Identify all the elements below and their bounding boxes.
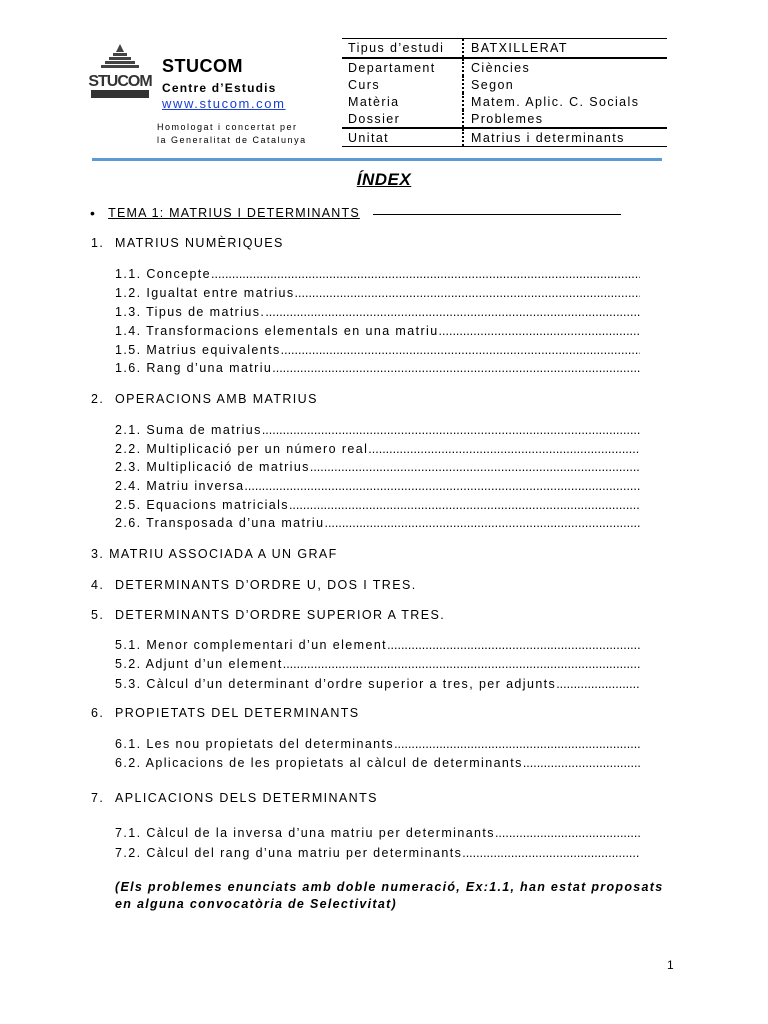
centre-label: Centre d’Estudis — [162, 81, 277, 95]
info-key: Tipus d’estudi — [342, 39, 464, 57]
toc-entry-label: 1.2. Igualtat entre matrius — [115, 286, 295, 300]
section-label: OPERACIONS AMB MATRIUS — [115, 392, 318, 406]
section-number: 7. — [91, 791, 105, 805]
section-label: MATRIU ASSOCIADA A UN GRAF — [109, 547, 338, 561]
section-label: APLICACIONS DELS DETERMINANTS — [115, 791, 378, 805]
section-3-heading — [91, 547, 338, 561]
toc-entry-label: 5.1. Menor complementari d’un element — [115, 638, 388, 652]
info-row-materia — [342, 93, 667, 110]
brand-name: STUCOM — [162, 56, 243, 76]
page-title: ÍNDEX — [356, 170, 412, 189]
toc-entry[interactable] — [115, 460, 640, 474]
toc-entry-label: 2.2. Multiplicació per un número real — [115, 442, 369, 456]
tema-rule — [373, 214, 621, 215]
homologation-line-2: la Generalitat de Catalunya — [157, 135, 307, 145]
dot-leader — [283, 657, 640, 671]
toc-entry-label: 7.1. Càlcul de la inversa d’una matriu per determinants — [115, 826, 495, 840]
section-7-heading — [91, 791, 378, 805]
info-key: Curs — [342, 76, 464, 93]
note-line-1: (Els problemes enunciats amb doble numeració, Ex:1.1, han estat proposats — [115, 880, 664, 894]
section-2-heading — [91, 392, 318, 406]
toc-entry[interactable] — [115, 826, 640, 840]
toc-entry[interactable] — [115, 267, 640, 281]
toc-entry[interactable] — [115, 479, 640, 493]
header-divider — [92, 158, 662, 161]
section-5-heading — [91, 608, 445, 622]
section-number: 6. — [91, 706, 105, 720]
dot-leader — [244, 479, 640, 493]
dot-leader — [495, 826, 640, 840]
info-row-curs — [342, 76, 667, 93]
toc-entry-label: 1.6. Rang d’una matriu — [115, 361, 273, 375]
note-line-2: en alguna convocatòria de Selectivitat) — [115, 897, 398, 911]
dot-leader — [272, 361, 640, 375]
dot-leader — [439, 324, 640, 338]
info-value: Ciències — [471, 60, 531, 75]
section-number: 2. — [91, 392, 105, 406]
toc-entry-label: 1.1. Concepte — [115, 267, 212, 281]
section-number: 1. — [91, 236, 105, 250]
info-value: Matem. Aplic. C. Socials — [471, 94, 640, 109]
section-number: 4. — [91, 578, 105, 592]
section-label: DETERMINANTS D’ORDRE U, DOS I TRES. — [115, 578, 417, 592]
section-6-heading — [91, 706, 360, 720]
dot-leader — [281, 343, 640, 357]
toc-entry-label: 2.1. Suma de matrius — [115, 423, 262, 437]
dot-leader — [387, 638, 640, 652]
info-row-unitat — [342, 127, 667, 147]
toc-entry[interactable] — [115, 305, 640, 319]
dot-leader — [324, 516, 640, 530]
info-value: Matrius i determinants — [471, 130, 625, 145]
toc-entry-label: 5.3. Càlcul d’un determinant d’ordre superior a tres, per adjunts — [115, 677, 557, 691]
section-1-heading — [91, 236, 284, 250]
section-label: PROPIETATS DEL DETERMINANTS — [115, 706, 360, 720]
toc-entry[interactable] — [115, 677, 640, 691]
toc-entry[interactable] — [115, 343, 640, 357]
toc-entry[interactable] — [115, 737, 640, 751]
tema-heading — [90, 205, 621, 221]
info-key: Matèria — [342, 93, 464, 110]
svg-text:STUCOM: STUCOM — [88, 73, 152, 90]
toc-entry[interactable] — [115, 756, 640, 770]
bullet-icon: • — [90, 205, 97, 221]
toc-entry[interactable] — [115, 516, 640, 530]
dot-leader — [295, 286, 640, 300]
info-key: Dossier — [342, 110, 464, 127]
toc-entry[interactable] — [115, 361, 640, 375]
dot-leader — [394, 737, 640, 751]
toc-entry-label: 1.5. Matrius equivalents — [115, 343, 281, 357]
info-value: Problemes — [471, 111, 544, 126]
toc-entry-label: 1.3. Tipus de matrius. — [115, 305, 266, 319]
toc-entry-label: 6.2. Aplicacions de les propietats al càlcul de determinants — [115, 756, 523, 770]
info-key: Unitat — [342, 129, 464, 146]
toc-entry-label: 1.4. Transformacions elementals en una matriu — [115, 324, 439, 338]
toc-entry-label: 5.2. Adjunt d’un element — [115, 657, 283, 671]
section-label: DETERMINANTS D’ORDRE SUPERIOR A TRES. — [115, 608, 446, 622]
toc-entry-label: 2.3. Multiplicació de matrius — [115, 460, 310, 474]
toc-entry[interactable] — [115, 638, 640, 652]
info-row-departament — [342, 59, 667, 76]
dot-leader — [211, 267, 640, 281]
homologation-line-1: Homologat i concertat per — [157, 122, 298, 132]
page-number: 1 — [667, 958, 674, 972]
toc-entry[interactable] — [115, 423, 640, 437]
website-link[interactable]: www.stucom.com — [162, 96, 286, 111]
toc-entry-label: 2.5. Equacions matricials — [115, 498, 289, 512]
dot-leader — [310, 460, 640, 474]
info-value: Segon — [471, 77, 515, 92]
section-label: MATRIUS NUMÈRIQUES — [115, 236, 284, 250]
info-row-tipus — [342, 38, 667, 59]
info-row-dossier — [342, 110, 667, 127]
toc-entry[interactable] — [115, 657, 640, 671]
section-4-heading — [91, 578, 417, 592]
course-info-table — [342, 38, 667, 147]
homologation-text — [157, 121, 307, 147]
toc-entry-label: 2.4. Matriu inversa — [115, 479, 245, 493]
info-key: Departament — [342, 59, 464, 76]
tema-label: TEMA 1: MATRIUS I DETERMINANTS — [108, 206, 360, 220]
dot-leader — [289, 498, 640, 512]
toc-entry[interactable] — [115, 286, 640, 300]
selectivitat-note — [115, 879, 675, 913]
section-number: 5. — [91, 608, 105, 622]
toc-entry-label: 2.6. Transposada d’una matriu — [115, 516, 325, 530]
toc-entry-label: 6.1. Les nou propietats del determinants — [115, 737, 395, 751]
toc-entry[interactable] — [115, 442, 640, 456]
dot-leader — [262, 423, 640, 437]
dot-leader — [265, 305, 640, 319]
toc-entry[interactable] — [115, 324, 640, 338]
dot-leader — [523, 756, 640, 770]
toc-entry-label: 7.2. Càlcul del rang d’una matriu per determinants — [115, 846, 463, 860]
section-number: 3. — [91, 547, 105, 561]
dot-leader — [368, 442, 640, 456]
dot-leader — [462, 846, 640, 860]
toc-entry[interactable] — [115, 846, 640, 860]
dot-leader — [556, 677, 640, 691]
toc-entry[interactable] — [115, 498, 640, 512]
info-value: BATXILLERAT — [471, 41, 568, 55]
stucom-logo — [88, 42, 152, 104]
